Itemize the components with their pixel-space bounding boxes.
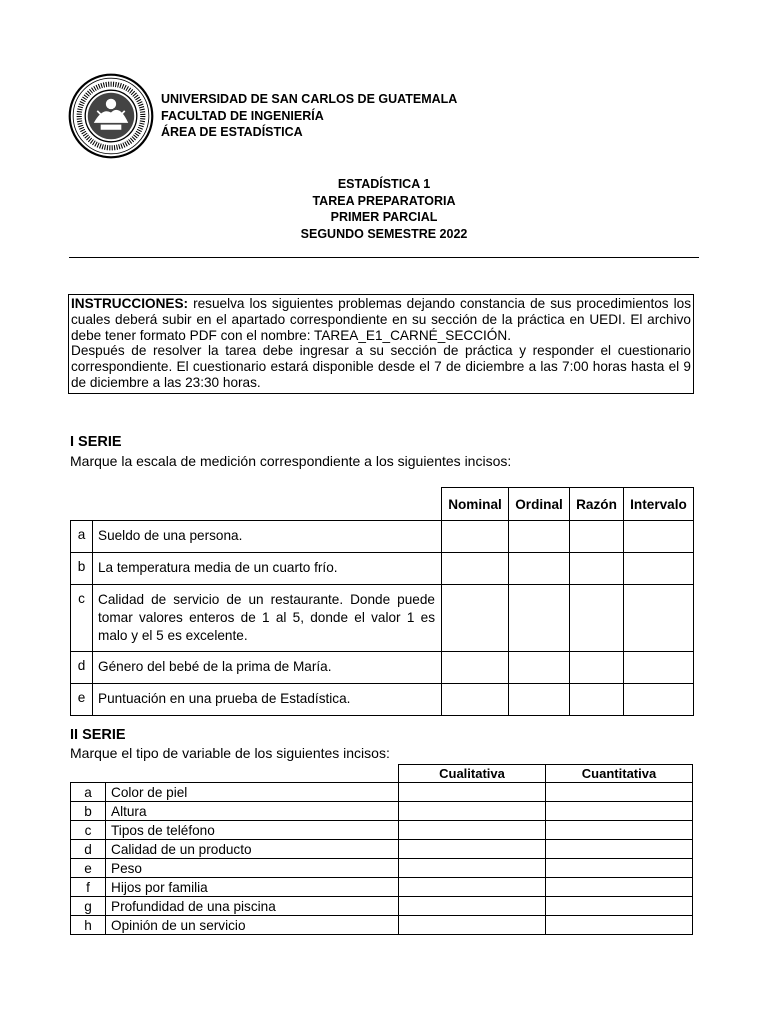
answer-cell[interactable] [546,859,693,878]
table-row [71,878,693,897]
header-organization [161,91,457,141]
row-text: Opinión de un servicio [106,916,399,935]
measurement-scale-table [70,487,694,716]
area-name: ÁREA DE ESTADÍSTICA [161,125,303,139]
table-row [71,585,694,652]
semester-name: SEGUNDO SEMESTRE 2022 [300,226,468,241]
answer-cell[interactable] [624,652,694,684]
column-cuantitativa: Cuantitativa [546,765,693,783]
answer-cell[interactable] [570,521,624,553]
row-letter: e [71,859,106,878]
row-text: Altura [106,802,399,821]
table-header-blank [71,765,399,783]
row-text: Peso [106,859,399,878]
answer-cell[interactable] [509,585,570,652]
row-letter: a [71,783,106,802]
answer-cell[interactable] [570,585,624,652]
column-intervalo: Intervalo [624,488,694,521]
instructions-label: INSTRUCCIONES: [71,296,189,311]
answer-cell[interactable] [546,783,693,802]
table-row [71,802,693,821]
answer-cell[interactable] [442,521,509,553]
table-row [71,916,693,935]
table-header-row [71,488,694,521]
header-divider [69,257,699,258]
column-ordinal: Ordinal [509,488,570,521]
table-row [71,553,694,585]
answer-cell[interactable] [546,916,693,935]
table-row [71,897,693,916]
answer-cell[interactable] [399,916,546,935]
instructions-paragraph-1 [71,296,691,343]
table-row [71,783,693,802]
column-razon: Razón [570,488,624,521]
answer-cell[interactable] [546,840,693,859]
instructions-text-1: resuelva los siguientes problemas dejando constancia de sus procedimientos los cuales deberá subir en el apartado correspondiente en su sección de la práctica en UEDI. El archivo debe tener formato PDF con el nombre: TAREA_E1_CARNÉ_SECCIÓN. [71,296,691,343]
document-title [0,176,768,242]
answer-cell[interactable] [399,878,546,897]
table-row [71,652,694,684]
answer-cell[interactable] [546,878,693,897]
row-letter: c [71,585,93,652]
answer-cell[interactable] [509,553,570,585]
row-letter: d [71,840,106,859]
row-letter: d [71,652,93,684]
answer-cell[interactable] [509,521,570,553]
serie2-title: II SERIE [70,727,126,743]
table-header-blank [71,488,442,521]
row-letter: h [71,916,106,935]
table-row [71,684,694,716]
row-text: Tipos de teléfono [106,821,399,840]
answer-cell[interactable] [442,585,509,652]
column-nominal: Nominal [442,488,509,521]
row-text: Sueldo de una persona. [93,521,442,553]
answer-cell[interactable] [399,897,546,916]
row-letter: e [71,684,93,716]
answer-cell[interactable] [399,840,546,859]
answer-cell[interactable] [509,684,570,716]
answer-cell[interactable] [399,859,546,878]
table-row [71,840,693,859]
course-name: ESTADÍSTICA 1 [337,177,431,191]
table-header-row [71,765,693,783]
row-text: Calidad de un producto [106,840,399,859]
column-cualitativa: Cualitativa [399,765,546,783]
table-row [71,521,694,553]
answer-cell[interactable] [399,802,546,821]
row-text: Hijos por familia [106,878,399,897]
answer-cell[interactable] [624,585,694,652]
university-seal-logo [68,73,154,159]
serie1-subtitle: Marque la escala de medición correspondiente a los siguientes incisos: [70,453,512,469]
answer-cell[interactable] [399,783,546,802]
row-letter: b [71,553,93,585]
row-text: Calidad de servicio de un restaurante. Donde puede tomar valores enteros de 1 al 5, donde el valor 1 es malo y el 5 es excelente. [93,585,442,652]
answer-cell[interactable] [546,897,693,916]
instructions-box [68,294,694,394]
answer-cell[interactable] [399,821,546,840]
answer-cell[interactable] [624,684,694,716]
answer-cell[interactable] [570,684,624,716]
answer-cell[interactable] [509,652,570,684]
answer-cell[interactable] [442,684,509,716]
assignment-name: TAREA PREPARATORIA [312,193,456,208]
table-row [71,859,693,878]
answer-cell[interactable] [624,553,694,585]
answer-cell[interactable] [546,821,693,840]
answer-cell[interactable] [442,553,509,585]
faculty-name: FACULTAD DE INGENIERÍA [161,108,324,123]
serie2-subtitle: Marque el tipo de variable de los siguientes incisos: [70,745,390,761]
row-text: Color de piel [106,783,399,802]
answer-cell[interactable] [570,652,624,684]
row-text: Profundidad de una piscina [106,897,399,916]
answer-cell[interactable] [546,802,693,821]
variable-type-table [70,764,693,935]
instructions-text-2: Después de resolver la tarea debe ingresar a su sección de práctica y responder el cuestionario correspondiente. El cuestionario estará disponible desde el 7 de diciembre a las 7:00 horas hasta el 9 de diciembre a las 23:30 horas. [71,343,691,390]
answer-cell[interactable] [624,521,694,553]
exam-name: PRIMER PARCIAL [330,210,438,224]
row-text: Género del bebé de la prima de María. [93,652,442,684]
row-text: Puntuación en una prueba de Estadística. [93,684,442,716]
row-letter: a [71,521,93,553]
row-letter: g [71,897,106,916]
serie1-title: I SERIE [70,434,122,450]
row-letter: f [71,878,106,897]
answer-cell[interactable] [442,652,509,684]
row-letter: b [71,802,106,821]
university-name: UNIVERSIDAD DE SAN CARLOS DE GUATEMALA [161,92,458,106]
answer-cell[interactable] [570,553,624,585]
row-letter: c [71,821,106,840]
row-text: La temperatura media de un cuarto frío. [93,553,442,585]
table-row [71,821,693,840]
